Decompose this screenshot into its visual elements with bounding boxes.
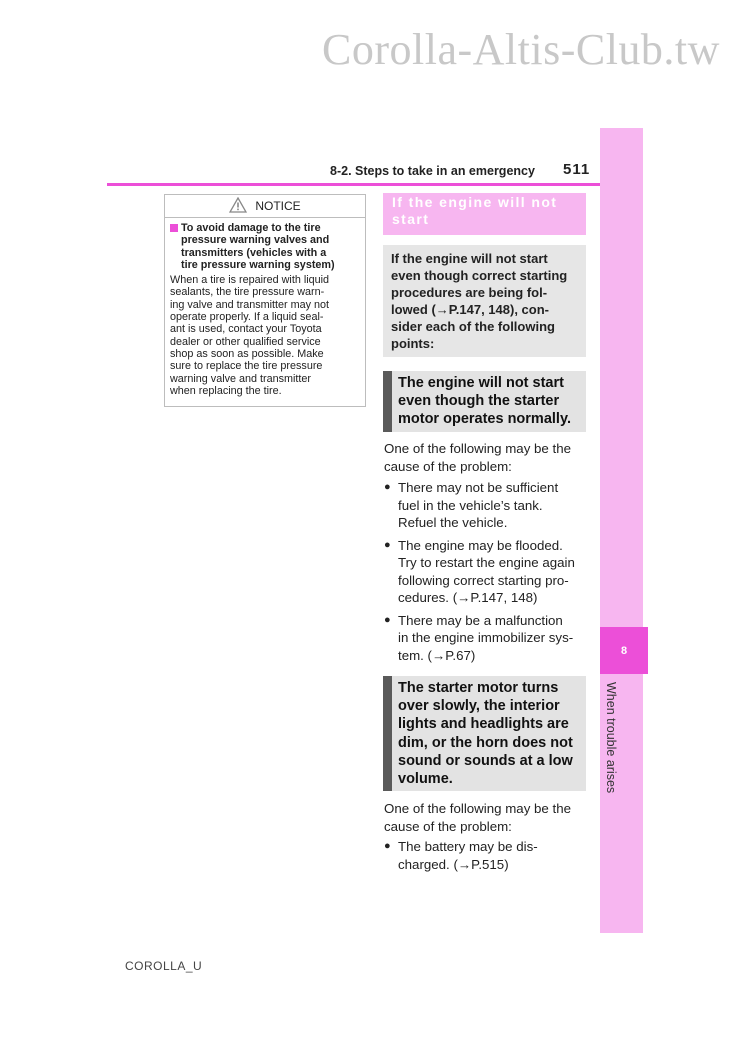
warning-triangle-icon <box>229 197 247 216</box>
list-item: ● The battery may be dis- charged. (→P.515) <box>384 838 589 873</box>
header-rule <box>107 183 600 186</box>
square-bullet-icon <box>170 224 178 232</box>
page-number: 511 <box>563 161 591 178</box>
list-item: ● There may not be sufficient fuel in the vehicle’s tank. Refuel the vehicle. <box>384 479 589 532</box>
notice-box <box>164 194 366 407</box>
notice-subheading <box>170 222 360 271</box>
notice-title: NOTICE <box>255 199 301 213</box>
list-item: ● There may be a malfunction in the engine immobilizer sys- tem. (→P.67) <box>384 612 589 665</box>
section-title: 8-2. Steps to take in an emergency <box>330 164 535 178</box>
subheading-starter-turns-slowly: The starter motor turns over slowly, the interior lights and headlights are dim, or the horn does not sound or sounds at a low volume. <box>383 676 586 791</box>
notice-subheading-text: To avoid damage to the tire pressure warning valves and transmitters (vehicles with a tire pressure warning system) <box>181 222 335 271</box>
list-item: ● The engine may be flooded. Try to restart the engine again following correct starting pro- cedures. (→P.147, 148) <box>384 537 589 607</box>
main-heading-text: If the engine will not start <box>392 194 558 227</box>
notice-header <box>165 195 365 218</box>
chapter-label: When trouble arises <box>604 682 618 794</box>
chapter-side-tab <box>600 128 643 933</box>
cause-list-2 <box>384 838 589 878</box>
cause-list-1 <box>384 479 589 669</box>
subheading-engine-will-not-start: The engine will not start even though the starter motor operates normally. <box>383 371 586 432</box>
notice-body <box>165 218 365 397</box>
chapter-number: 8 <box>600 627 648 674</box>
cause-lead-1: One of the following may be the cause of the problem: <box>384 441 572 474</box>
main-heading <box>383 193 586 235</box>
intro-box: If the engine will not start even though correct starting procedures are being fol- lowed (→P.147, 148), con- sider each of the following points: <box>383 245 586 357</box>
watermark: Corolla-Altis-Club.tw <box>322 25 720 74</box>
notice-text: When a tire is repaired with liquid sealants, the tire pressure warn- ing valve and transmitter may not operate properly. If a liquid seal- ant is used, contact your Toyota dealer or other qualified service shop as soon as possible. Make sure to replace the tire pressure warning valve and transmitter when replacing the tire. <box>170 274 330 397</box>
cause-lead-2: One of the following may be the cause of the problem: <box>384 801 572 834</box>
footer-code: COROLLA_U <box>125 959 203 973</box>
